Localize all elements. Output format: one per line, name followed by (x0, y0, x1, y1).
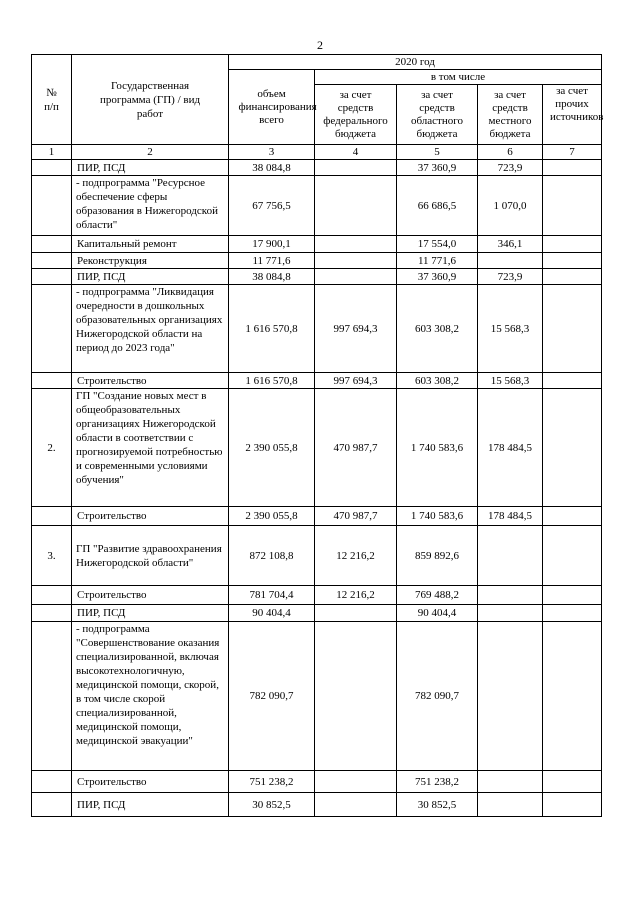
table-row (32, 586, 602, 605)
header-year: 2020 год (229, 55, 602, 70)
row-name: Строительство (72, 586, 229, 605)
column-numbers-row (32, 145, 602, 160)
cell-federal: 997 694,3 (315, 373, 397, 389)
table-row (32, 253, 602, 269)
row-number (32, 176, 72, 236)
row-number (32, 771, 72, 793)
cell-local: 723,9 (478, 269, 543, 285)
header-total: объем финансирования всего (229, 70, 315, 145)
cell-total: 2 390 055,8 (229, 389, 315, 507)
cell-total: 751 238,2 (229, 771, 315, 793)
table-row (32, 793, 602, 817)
cell-total: 872 108,8 (229, 526, 315, 586)
row-number (32, 269, 72, 285)
cell-local: 346,1 (478, 236, 543, 253)
cell-regional: 603 308,2 (397, 285, 478, 373)
row-number (32, 253, 72, 269)
table-row (32, 160, 602, 176)
table-row (32, 176, 602, 236)
cell-federal: 997 694,3 (315, 285, 397, 373)
cell-other (543, 526, 602, 586)
cell-regional: 782 090,7 (397, 622, 478, 771)
cell-other (543, 622, 602, 771)
column-number: 5 (397, 145, 478, 160)
row-number (32, 373, 72, 389)
row-name: Реконструкция (72, 253, 229, 269)
row-number (32, 507, 72, 526)
cell-federal (315, 771, 397, 793)
cell-other (543, 236, 602, 253)
row-name: ГП "Создание новых мест в общеобразовательных организациях Нижегородской области в соответствии с прогнозируемой потребностью и современными условиями обучения" (72, 389, 229, 507)
cell-federal (315, 176, 397, 236)
cell-federal: 470 987,7 (315, 389, 397, 507)
cell-local: 723,9 (478, 160, 543, 176)
header-federal: за счет средств федерального бюджета (315, 85, 397, 145)
cell-other (543, 605, 602, 622)
row-name: - подпрограмма "Ликвидация очередности в дошкольных образовательных организациях Нижегородской области на период до 2023 года" (72, 285, 229, 373)
table-row (32, 622, 602, 771)
table-row (32, 373, 602, 389)
cell-local (478, 605, 543, 622)
cell-total: 782 090,7 (229, 622, 315, 771)
page-number: 2 (317, 38, 323, 52)
column-number: 3 (229, 145, 315, 160)
row-number (32, 285, 72, 373)
header-local: за счет средств местного бюджета (478, 85, 543, 145)
row-name: - подпрограмма "Ресурсное обеспечение сферы образования в Нижегородской области" (72, 176, 229, 236)
cell-regional: 769 488,2 (397, 586, 478, 605)
cell-local (478, 793, 543, 817)
cell-federal (315, 793, 397, 817)
row-number (32, 236, 72, 253)
cell-local (478, 526, 543, 586)
cell-regional: 1 740 583,6 (397, 389, 478, 507)
cell-other (543, 176, 602, 236)
column-number: 4 (315, 145, 397, 160)
row-name: Строительство (72, 373, 229, 389)
cell-total: 1 616 570,8 (229, 373, 315, 389)
table-row (32, 507, 602, 526)
cell-total: 11 771,6 (229, 253, 315, 269)
row-name: ПИР, ПСД (72, 160, 229, 176)
cell-total: 781 704,4 (229, 586, 315, 605)
row-name: Строительство (72, 507, 229, 526)
column-number: 1 (32, 145, 72, 160)
cell-other (543, 793, 602, 817)
cell-local: 1 070,0 (478, 176, 543, 236)
table-row (32, 526, 602, 586)
cell-local (478, 622, 543, 771)
cell-regional: 66 686,5 (397, 176, 478, 236)
cell-regional: 37 360,9 (397, 269, 478, 285)
cell-other (543, 160, 602, 176)
cell-federal (315, 622, 397, 771)
table-row (32, 605, 602, 622)
row-name: Капитальный ремонт (72, 236, 229, 253)
cell-regional: 17 554,0 (397, 236, 478, 253)
cell-local (478, 586, 543, 605)
financing-table (31, 54, 602, 817)
cell-local (478, 253, 543, 269)
cell-other (543, 285, 602, 373)
row-name: ПИР, ПСД (72, 793, 229, 817)
row-number: 3. (32, 526, 72, 586)
header-other: за счет прочих источников (543, 85, 602, 145)
column-number: 2 (72, 145, 229, 160)
row-number (32, 793, 72, 817)
cell-other (543, 253, 602, 269)
row-number (32, 586, 72, 605)
row-name: ГП "Развитие здравоохранения Нижегородской области" (72, 526, 229, 586)
row-number (32, 160, 72, 176)
row-name: - подпрограмма "Совершенствование оказания специализированной, включая высокотехнологичную, медицинской помощи, скорой, в том числе скорой специализированной, медицинской помощи, медицинской эвакуации" (72, 622, 229, 771)
row-name: ПИР, ПСД (72, 605, 229, 622)
header-regional: за счет средств областного бюджета (397, 85, 478, 145)
cell-other (543, 507, 602, 526)
table-row (32, 389, 602, 507)
cell-regional: 603 308,2 (397, 373, 478, 389)
cell-federal (315, 160, 397, 176)
cell-regional: 90 404,4 (397, 605, 478, 622)
cell-other (543, 389, 602, 507)
header-including: в том числе (315, 70, 602, 85)
cell-federal: 470 987,7 (315, 507, 397, 526)
cell-local (478, 771, 543, 793)
cell-total: 2 390 055,8 (229, 507, 315, 526)
column-number: 6 (478, 145, 543, 160)
table-row (32, 236, 602, 253)
cell-other (543, 373, 602, 389)
row-name: Строительство (72, 771, 229, 793)
header-row-number: № п/п (32, 55, 72, 145)
cell-other (543, 269, 602, 285)
cell-federal: 12 216,2 (315, 526, 397, 586)
cell-regional: 751 238,2 (397, 771, 478, 793)
row-number: 2. (32, 389, 72, 507)
cell-federal (315, 236, 397, 253)
cell-regional: 11 771,6 (397, 253, 478, 269)
table-row (32, 269, 602, 285)
cell-total: 30 852,5 (229, 793, 315, 817)
cell-regional: 37 360,9 (397, 160, 478, 176)
cell-other (543, 586, 602, 605)
cell-local: 178 484,5 (478, 389, 543, 507)
cell-local: 15 568,3 (478, 373, 543, 389)
row-number (32, 622, 72, 771)
header-program: Государственная программа (ГП) / вид работ (72, 55, 229, 145)
cell-regional: 30 852,5 (397, 793, 478, 817)
row-name: ПИР, ПСД (72, 269, 229, 285)
cell-local: 178 484,5 (478, 507, 543, 526)
column-number: 7 (543, 145, 602, 160)
cell-federal (315, 269, 397, 285)
cell-total: 1 616 570,8 (229, 285, 315, 373)
cell-total: 17 900,1 (229, 236, 315, 253)
table-row (32, 771, 602, 793)
cell-federal (315, 253, 397, 269)
cell-total: 38 084,8 (229, 269, 315, 285)
cell-local: 15 568,3 (478, 285, 543, 373)
cell-total: 90 404,4 (229, 605, 315, 622)
cell-regional: 859 892,6 (397, 526, 478, 586)
cell-total: 38 084,8 (229, 160, 315, 176)
cell-federal: 12 216,2 (315, 586, 397, 605)
cell-other (543, 771, 602, 793)
cell-regional: 1 740 583,6 (397, 507, 478, 526)
cell-total: 67 756,5 (229, 176, 315, 236)
table-row (32, 285, 602, 373)
cell-federal (315, 605, 397, 622)
row-number (32, 605, 72, 622)
